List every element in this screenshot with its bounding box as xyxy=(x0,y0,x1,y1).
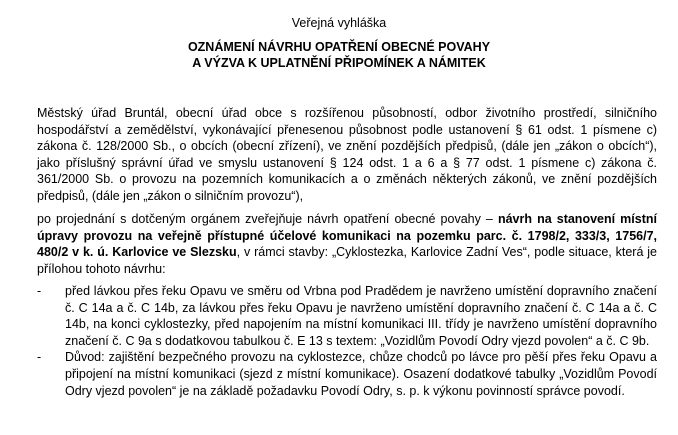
document-title-line-2: A VÝZVA K UPLATNĚNÍ PŘIPOMÍNEK A NÁMITEK xyxy=(192,56,486,70)
paragraph-proposal-start: po projednání s dotčeným orgánem zveřejňuje návrh opatření obecné povahy – xyxy=(37,212,493,226)
bullet-dash: - xyxy=(37,350,42,365)
paragraph-proposal-bold: návrh na stanovení místní úpravy provozu na veřejně přístupné účelové komunikaci na pozemku parc. č. 1798/2, 333/3, 1756/7, 480/2 v k. ú. Karlovice ve Slezsku xyxy=(37,212,657,260)
list-item xyxy=(37,283,657,349)
document-title xyxy=(0,39,678,71)
list-item xyxy=(37,349,657,399)
bullet-list xyxy=(37,283,657,399)
bullet-dash: - xyxy=(37,284,42,298)
document-title-line-1: OZNÁMENÍ NÁVRHU OPATŘENÍ OBECNÉ POVAHY xyxy=(187,40,491,54)
paragraph-authority: Městský úřad Bruntál, obecní úřad obce s rozšířenou působností, odbor životního prostředí, silničního hospodářství a zemědělství, vykonávající přenesenou působnost podle ustanovení § 61 odst. 1 písmene c) zákona č. 128/2000 Sb., o obcích (obecní zřízení), ve znění pozdějších předpisů, (dále jen „zákon o obcích“), jako příslušný správní úřad ve smyslu ustanovení § 124 odst. 1 a 6 a § 77 odst. 1 písmene c) zákona č. 361/2000 Sb. o provozu na pozemních komunikacích a o změnách některých zákonů, ve znění pozdějších předpisů, (dále jen „zákon o silničním provozu“), xyxy=(37,106,657,203)
document-pre-title: Veřejná vyhláška xyxy=(291,16,387,30)
bullet-text: před lávkou přes řeku Opavu ve směru od Vrbna pod Pradědem je navrženo umístění dopravního značení č. C 14a a č. C 14b, za lávkou přes řeku Opavu je navrženo umístění dopravního značení č. C 14a a č. C 14b, na konci cyklostezky, před napojením na místní komunikaci III. třídy je navrženo umístění dopravního značení č. C 9a s dodatkovou tabulkou č. E 13 s textem: „Vozidlům Povodí Odry vjezd povolen“ a č. C 9b. xyxy=(65,284,657,348)
paragraph-proposal xyxy=(37,211,657,277)
paragraph-proposal-end: , v rámci stavby: „Cyklostezka, Karlovice Zadní Ves“, podle situace, která je přílohou tohoto návrhu: xyxy=(37,245,657,276)
bullet-text: Důvod: zajištění bezpečného provozu na cyklostezce, chůze chodců po lávce pro pěší přes řeku Opavu a připojení na místní komunikaci (sjezd z místní komunikace). Osazení dodatkové tabulky „Vozidlům Povodí Odry vjezd povolen“ je na základě požadavku Povodí Odry, s. p. k výkonu povinností správce povodí. xyxy=(65,350,657,398)
